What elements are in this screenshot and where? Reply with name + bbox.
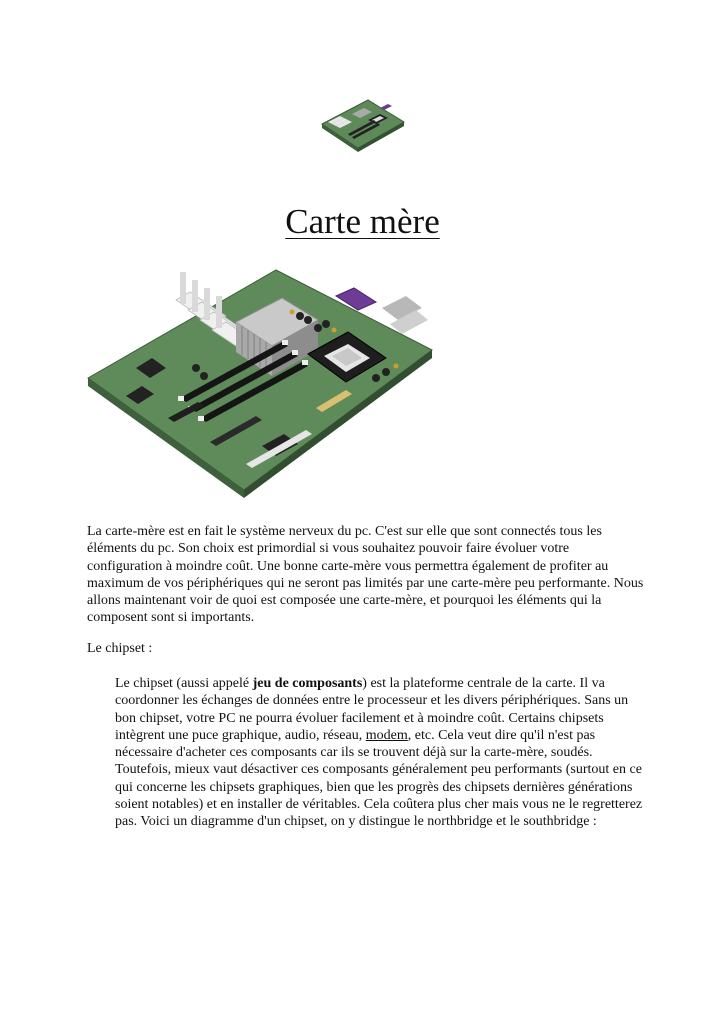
- section-heading-chipset: Le chipset :: [87, 641, 153, 656]
- chipset-text-part2: ) est la plateforme centrale de la carte. Il va coordonner les échanges de données entre le processeur et les divers périphériques. Sans un bon chipset, votre PC ne pourra évoluer facilement et à moindre coût. Certains chipsets intègrent une puce graphique, audio, réseau,: [115, 676, 629, 743]
- chipset-text-part3: , etc. Cela veut dire qu'il n'est pas nécessaire d'acheter ces composants car ils se trouvent déjà sur la carte-mère, soudés. Toutefois, mieux vaut désactiver ces composants généralement peu performants (surtout en ce qui concerne les chipsets graphiques, bien que les progrès des chipsets dernières générations soient notables) et en installer de véritables. Cela coûtera plus cher mais vous ne le regretterez pas. Voici un diagramme d'un chipset, on y distingue le northbridge et le southbridge :: [115, 727, 643, 830]
- chipset-text-part1: Le chipset (aussi appelé: [115, 676, 253, 691]
- page-title-text: Carte mère: [285, 202, 440, 241]
- chipset-bold-term: jeu de composants: [252, 676, 363, 691]
- motherboard-photo-image: [86, 258, 434, 512]
- modem-link[interactable]: modem: [365, 727, 408, 743]
- chipset-paragraph: [115, 675, 645, 831]
- page-title: [0, 200, 725, 244]
- motherboard-thumbnail-image: [318, 96, 406, 160]
- intro-paragraph: La carte-mère est en fait le système nerveux du pc. C'est sur elle que sont connectés tous les éléments du pc. Son choix est primordial si vous souhaitez pouvoir faire évoluer votre configuration à moindre coût. Une bonne carte-mère vous permettra également de profiter au maximum de vos périphériques qui ne seront pas limités par une carte-mère peu performante. Nous allons maintenant voir de quoi est composée une carte-mère, et pourquoi les éléments qui la composent sont si importants.: [87, 524, 644, 626]
